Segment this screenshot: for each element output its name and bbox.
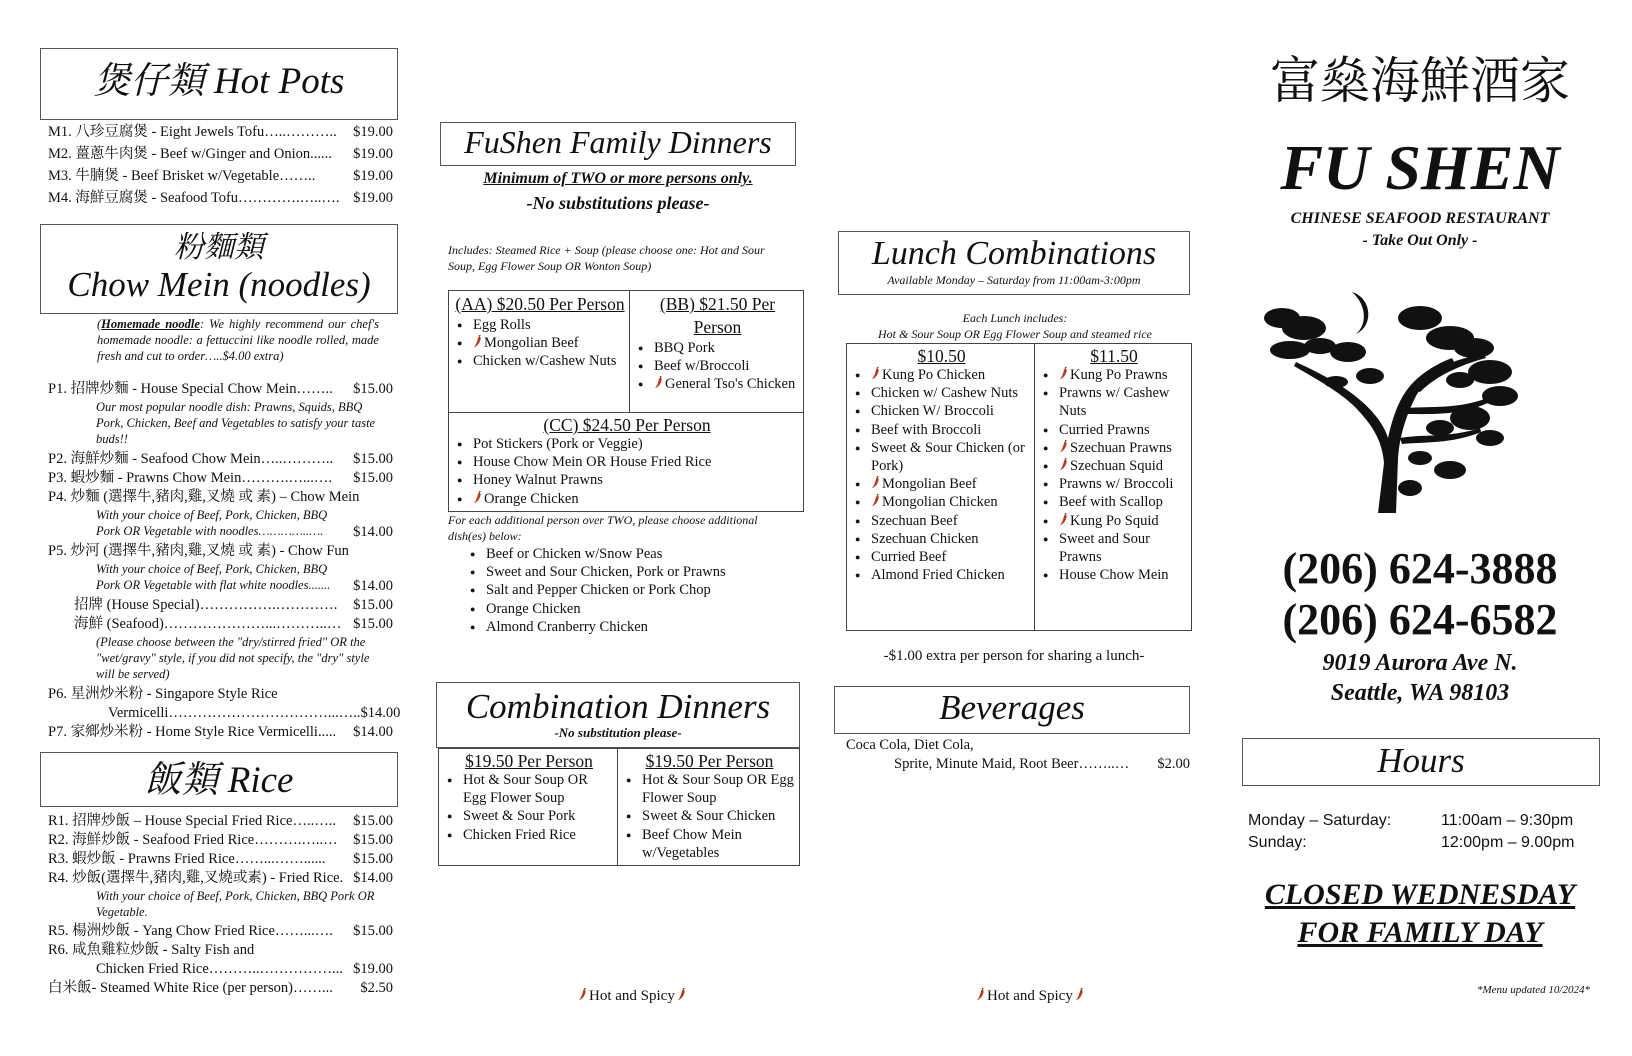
- chowmein-title-en: Chow Mein (noodles): [67, 265, 371, 304]
- sharing-note: -$1.00 extra per person for sharing a lunch-: [883, 648, 1145, 664]
- list-item: [1041, 512, 1187, 530]
- list-item: [1041, 457, 1187, 475]
- item-description: Pork OR Vegetable with noodles…………..….: [96, 524, 324, 538]
- item-price: $15.00: [353, 923, 393, 939]
- menu-item-p5-house: [48, 596, 393, 615]
- restaurant-subtitle: CHINESE SEAFOOD RESTAURANT: [1290, 210, 1550, 227]
- list-item: ● Curried Prawns: [1041, 421, 1187, 439]
- item-price: $14.00: [360, 705, 401, 721]
- combo-header: [436, 682, 800, 748]
- menu-item-p7: [48, 723, 393, 742]
- item-price: $15.00: [353, 851, 393, 867]
- beverages-line2: [846, 755, 1190, 774]
- chili-icon: [1059, 458, 1068, 471]
- item-text: Mongolian Chicken: [882, 494, 998, 511]
- hours-title: Hours: [1377, 741, 1465, 780]
- list-item: [636, 357, 799, 375]
- hours-table: [1248, 810, 1598, 854]
- item-description: With your choice of Beef, Pork, Chicken, BBQ Pork OR Vegetable.: [96, 889, 375, 919]
- lunch-a-items: [853, 366, 1030, 584]
- menu-item-r1: [48, 812, 393, 831]
- combo-a-head: $19.50 Per Person: [465, 751, 593, 771]
- menu-item-r4: [48, 869, 393, 888]
- hours-header: [1242, 738, 1600, 786]
- menu-item-p1: [48, 380, 393, 399]
- hours-day: Sunday:: [1248, 834, 1307, 851]
- menu-item-m2: [48, 143, 393, 165]
- chowmein-title-cn: 粉麵類: [174, 231, 264, 264]
- hours-time: 12:00pm – 9.00pm: [1441, 834, 1575, 851]
- combo-b-items: [624, 771, 795, 862]
- list-item: ● Hot & Sour Soup OR Egg Flower Soup: [445, 771, 613, 807]
- beverages-header: [834, 686, 1190, 734]
- family-title: FuShen Family Dinners: [464, 124, 772, 160]
- family-cc-items: [455, 435, 799, 508]
- item-label: 白米飯- Steamed White Rice (per person)……...: [48, 980, 333, 996]
- item-price: $14.00: [353, 870, 393, 886]
- list-item: [455, 471, 799, 489]
- item-price: $14.00: [353, 724, 393, 740]
- list-item: ● Beef with Scallop: [1041, 493, 1187, 511]
- family-nosub: -No substitutions please-: [526, 193, 710, 213]
- lunch-b-items: [1041, 366, 1187, 584]
- family-cc: [449, 413, 803, 511]
- menu-item-white-rice: [48, 979, 393, 998]
- chowmein-list: [48, 380, 401, 742]
- item-price: $19.00: [353, 961, 393, 977]
- menu-item-p5-price-row: [48, 577, 393, 596]
- item-price: $2.50: [360, 980, 393, 996]
- chili-icon: [1059, 440, 1068, 453]
- item-label: 招牌 (House Special)…………….………….: [74, 597, 338, 613]
- item-text: Orange Chicken: [484, 490, 579, 507]
- combo-b-head: $19.50 Per Person: [645, 751, 774, 771]
- list-item: [455, 453, 799, 471]
- item-text: Egg Rolls: [473, 317, 531, 333]
- item-text: Kung Po Chicken: [882, 367, 986, 383]
- item-price: $19.00: [353, 168, 393, 184]
- hours-row: [1248, 832, 1598, 854]
- restaurant-name-cn: 富燊海鮮酒家: [1270, 52, 1570, 110]
- legend-text: Hot and Spicy: [589, 988, 675, 1004]
- item-label: Sprite, Minute Maid, Root Beer……..…: [894, 756, 1130, 772]
- list-item: [853, 475, 1030, 493]
- item-label: R1. 招牌炒飯 – House Special Fried Rice…..…..: [48, 813, 336, 829]
- beverages-title: Beverages: [939, 688, 1085, 727]
- list-item: ● House Chow Mein: [1041, 566, 1187, 584]
- list-item: [636, 375, 799, 393]
- chili-icon: [677, 988, 686, 1001]
- item-text: House Chow Mein OR House Fried Rice: [473, 454, 712, 471]
- hours-time: 11:00am – 9:30pm: [1441, 812, 1574, 829]
- family-header: [440, 122, 796, 166]
- list-item: ● Curried Beef: [853, 548, 1030, 566]
- restaurant-name: FU SHEN: [1280, 132, 1560, 203]
- item-price: $15.00: [353, 616, 393, 632]
- additional-note: For each additional person over TWO, please choose additional dish(es) below:: [448, 513, 758, 543]
- item-label: Vermicelli……………………………...…..: [108, 705, 361, 721]
- family-aa-head: (AA) $20.50 Per Person: [455, 294, 625, 314]
- chili-icon: [473, 491, 482, 504]
- item-label: R3. 蝦炒飯 - Prawns Fried Rice……...……......: [48, 851, 326, 867]
- combo-nosub: -No substitution please-: [554, 724, 682, 740]
- menu-item-p4: P4. 炒麵 (選擇牛,豬肉,雞,叉燒 或 素) – Chow Mein: [48, 489, 360, 505]
- list-item: [1041, 366, 1187, 384]
- item-label: R4. 炒飯(選擇牛,豬肉,雞,叉燒或素) - Fried Rice.: [48, 870, 344, 886]
- list-item: ● Beef Chow Mein w/Vegetables: [624, 826, 795, 862]
- rice-list: [48, 812, 393, 998]
- list-item: ● Beef with Broccoli: [853, 421, 1030, 439]
- item-label: P3. 蝦炒麵 - Prawns Chow Mein……….…...….: [48, 470, 332, 486]
- list-item: [455, 352, 625, 370]
- item-text: Beef w/Broccoli: [654, 358, 750, 375]
- item-text: General Tso's Chicken: [665, 376, 796, 393]
- menu-item-p5: P5. 炒河 (選擇牛,豬肉,雞,叉燒 或 素) - Chow Fun: [48, 543, 349, 559]
- list-item: ● Hot & Sour Soup OR Egg Flower Soup: [624, 771, 795, 807]
- list-item: [455, 334, 625, 352]
- list-item: ● Szechuan Beef: [853, 512, 1030, 530]
- item-text: Chicken w/Cashew Nuts: [473, 353, 617, 370]
- menu-item-m1: [48, 121, 393, 143]
- list-item: ● Sweet & Sour Chicken: [624, 807, 795, 825]
- additional-items: [468, 545, 808, 636]
- item-label: M2. 薑蔥牛肉煲 - Beef w/Ginger and Onion......: [48, 146, 332, 162]
- item-description: With your choice of Beef, Pork, Chicken, BBQ: [96, 508, 328, 522]
- hot-spicy-legend-1: [578, 988, 688, 1005]
- item-price: $19.00: [353, 124, 393, 140]
- item-label: 海鮮 (Seafood)…………………...………..…: [74, 616, 342, 632]
- list-item: ● Prawns w/ Cashew Nuts: [1041, 384, 1187, 420]
- item-label: P2. 海鮮炒麵 - Seafood Chow Mein…..………..: [48, 451, 334, 467]
- beverages-line1: Coca Cola, Diet Cola,: [846, 737, 974, 753]
- homemade-text: : We highly recommend our chef's homemade noodle: a fettuccini like noodle rolled, made fresh and cut to order…..$4.00 extra): [97, 317, 379, 363]
- item-text: Kung Po Prawns: [1070, 367, 1168, 383]
- item-label: M1. 八珍豆腐煲 - Eight Jewels Tofu…..………..: [48, 124, 337, 140]
- list-item: ● Sweet & Sour Chicken (or Pork): [853, 439, 1030, 475]
- item-price: $15.00: [353, 451, 393, 467]
- list-item: [455, 490, 799, 508]
- list-item: ● Beef or Chicken w/Snow Peas: [468, 545, 808, 563]
- menu-item-r5: [48, 922, 393, 941]
- hours-row: [1248, 810, 1598, 832]
- item-price: $15.00: [353, 813, 393, 829]
- address-line1: 9019 Aurora Ave N.: [1322, 650, 1518, 676]
- style-note: (Please choose between the "dry/stirred fried" OR the "wet/gravy" style, if you did not specify, the "dry" style will be served): [96, 635, 370, 681]
- item-label: Chicken Fried Rice………..……………...: [96, 961, 343, 977]
- hotpots-header: [40, 48, 398, 120]
- item-description: With your choice of Beef, Pork, Chicken, BBQ: [96, 562, 328, 576]
- item-price: $15.00: [353, 597, 393, 613]
- chili-icon: [578, 988, 587, 1001]
- menu-item-r6: R6. 咸魚雞粒炒飯 - Salty Fish and: [48, 942, 255, 958]
- item-label: M3. 牛腩煲 - Beef Brisket w/Vegetable……..: [48, 168, 316, 184]
- phone-1: (206) 624-3888: [1282, 544, 1558, 593]
- list-item: [1041, 439, 1187, 457]
- family-bb-head: (BB) $21.50 Per Person: [659, 294, 776, 337]
- item-label: R2. 海鮮炒飯 - Seafood Fried Rice……….…..…: [48, 832, 338, 848]
- item-label: P7. 家鄉炒米粉 - Home Style Rice Vermicelli.....: [48, 724, 337, 740]
- hot-spicy-legend-2: [976, 988, 1086, 1005]
- item-label: M4. 海鮮豆腐煲 - Seafood Tofu………….…..….: [48, 190, 340, 206]
- hotpots-list: [48, 121, 393, 209]
- family-aa-items: [455, 316, 625, 371]
- lunch-header: [838, 231, 1190, 295]
- list-item: ● Prawns w/ Broccoli: [1041, 475, 1187, 493]
- lunch-includes-line2: Hot & Sour Soup OR Egg Flower Soup and steamed rice: [878, 327, 1152, 341]
- closed-line1: CLOSED WEDNESDAY: [1264, 878, 1576, 911]
- menu-item-m4: [48, 187, 393, 209]
- additional-list: [468, 545, 808, 636]
- chili-icon: [473, 335, 482, 348]
- chili-icon: [871, 494, 880, 507]
- combo-title: Combination Dinners: [465, 687, 771, 726]
- item-text: Kung Po Squid: [1070, 512, 1159, 529]
- lunch-b: [1035, 344, 1191, 630]
- menu-item-m3: [48, 165, 393, 187]
- menu-item-p2: [48, 450, 393, 469]
- closed-line2: FOR FAMILY DAY: [1297, 916, 1543, 949]
- rice-header: [40, 752, 398, 807]
- chili-icon: [654, 376, 663, 389]
- lunch-includes-line1: Each Lunch includes:: [962, 311, 1068, 325]
- list-item: ● Sweet and Sour Prawns: [1041, 530, 1187, 566]
- menu-item-r6-price-row: [48, 960, 393, 979]
- chili-icon: [976, 988, 985, 1001]
- menu-item-p5-seafood: [48, 615, 393, 634]
- rice-title: 飯類 Rice: [144, 760, 294, 801]
- list-item: ● Chicken w/ Cashew Nuts: [853, 384, 1030, 402]
- list-item: [853, 366, 1030, 384]
- lunch-title: Lunch Combinations: [871, 235, 1157, 272]
- item-price: $15.00: [353, 470, 393, 486]
- chili-icon: [871, 367, 880, 380]
- chili-icon: [871, 476, 880, 489]
- chili-icon: [1059, 367, 1068, 380]
- item-price: $15.00: [353, 832, 393, 848]
- lunch-b-head: $11.50: [1090, 346, 1138, 366]
- hotpots-title: 煲仔類 Hot Pots: [93, 61, 345, 102]
- list-item: ● Orange Chicken: [468, 600, 808, 618]
- family-bb: [630, 291, 803, 413]
- list-item: ● Sweet & Sour Pork: [445, 807, 613, 825]
- list-item: ● Szechuan Chicken: [853, 530, 1030, 548]
- family-aa: [449, 291, 630, 413]
- menu-item-p4-price-row: [48, 523, 393, 542]
- item-description: Pork OR Vegetable with flat white noodles.......: [96, 578, 331, 592]
- list-item: ● Almond Cranberry Chicken: [468, 618, 808, 636]
- item-text: Szechuan Prawns: [1070, 439, 1172, 456]
- family-min: Minimum of TWO or more persons only.: [483, 170, 753, 187]
- list-item: [455, 435, 799, 453]
- list-item: ● Sweet and Sour Chicken, Pork or Prawns: [468, 563, 808, 581]
- combo-table: [438, 748, 800, 866]
- combo-a-items: [445, 771, 613, 844]
- menu-updated: *Menu updated 10/2024*: [1476, 984, 1590, 996]
- item-text: Honey Walnut Prawns: [473, 472, 603, 489]
- chili-icon: [1075, 988, 1084, 1001]
- item-text: Mongolian Beef: [484, 335, 579, 352]
- item-text: BBQ Pork: [654, 340, 715, 356]
- menu-item-p6-price-row: [48, 704, 401, 723]
- list-item: ● Chicken W/ Broccoli: [853, 402, 1030, 420]
- legend-text: Hot and Spicy: [987, 988, 1073, 1004]
- list-item: ● Salt and Pepper Chicken or Pork Chop: [468, 581, 808, 599]
- menu-item-r3: [48, 850, 393, 869]
- family-bb-items: [636, 339, 799, 394]
- menu-item-p3: [48, 469, 393, 488]
- family-cc-head: (CC) $24.50 Per Person: [543, 415, 711, 435]
- lunch-availability: Available Monday – Saturday from 11:00am-3:00pm: [887, 272, 1141, 287]
- item-text: Pot Stickers (Pork or Veggie): [473, 436, 643, 452]
- item-label: P1. 招牌炒麵 - House Special Chow Mein……..: [48, 381, 333, 397]
- item-price: $19.00: [353, 146, 393, 162]
- list-item: ● Almond Fried Chicken: [853, 566, 1030, 584]
- menu-item-r2: [48, 831, 393, 850]
- chowmein-header: [40, 224, 398, 314]
- item-text: Mongolian Beef: [882, 476, 977, 493]
- lunch-table: [846, 343, 1192, 631]
- list-item: [853, 493, 1030, 511]
- item-price: $14.00: [353, 578, 393, 594]
- combo-a: [439, 749, 618, 865]
- item-text: Szechuan Squid: [1070, 458, 1164, 475]
- tree-moon-logo: [1260, 288, 1550, 513]
- item-price: $15.00: [353, 381, 393, 397]
- chili-icon: [1059, 513, 1068, 526]
- homemade-label: Homemade noodle: [101, 317, 200, 331]
- menu-item-p6: P6. 星洲炒米粉 - Singapore Style Rice: [48, 686, 278, 702]
- item-label: R5. 楊洲炒飯 - Yang Chow Fried Rice……...….: [48, 923, 333, 939]
- item-price: $19.00: [353, 190, 393, 206]
- item-price: $14.00: [353, 524, 393, 540]
- lunch-a-head: $10.50: [917, 346, 966, 366]
- family-includes: Includes: Steamed Rice + Soup (please choose one: Hot and Sour Soup, Egg Flower Soup OR Wonton Soup): [448, 243, 765, 273]
- list-item: [455, 316, 625, 334]
- lunch-includes: [840, 310, 1190, 342]
- address-line2: Seattle, WA 98103: [1330, 680, 1510, 706]
- item-description: Our most popular noodle dish: Prawns, Squids, BBQ Pork, Chicken, Beef and Vegetables to satisfy your taste buds!!: [96, 400, 376, 446]
- list-item: [636, 339, 799, 357]
- combo-b: [618, 749, 799, 865]
- family-table: [448, 290, 804, 512]
- hours-day: Monday – Saturday:: [1248, 812, 1392, 829]
- homemade-note: (Homemade noodle: We highly recommend our chef's homemade noodle: a fettuccini like noodle rolled, made fresh and cut to order…..$4.00 extra): [97, 317, 379, 363]
- takeout-note: - Take Out Only -: [1362, 232, 1478, 249]
- list-item: ● Chicken Fried Rice: [445, 826, 613, 844]
- item-price: $2.00: [1157, 756, 1190, 772]
- phone-2: (206) 624-6582: [1282, 595, 1558, 644]
- lunch-a: [847, 344, 1035, 630]
